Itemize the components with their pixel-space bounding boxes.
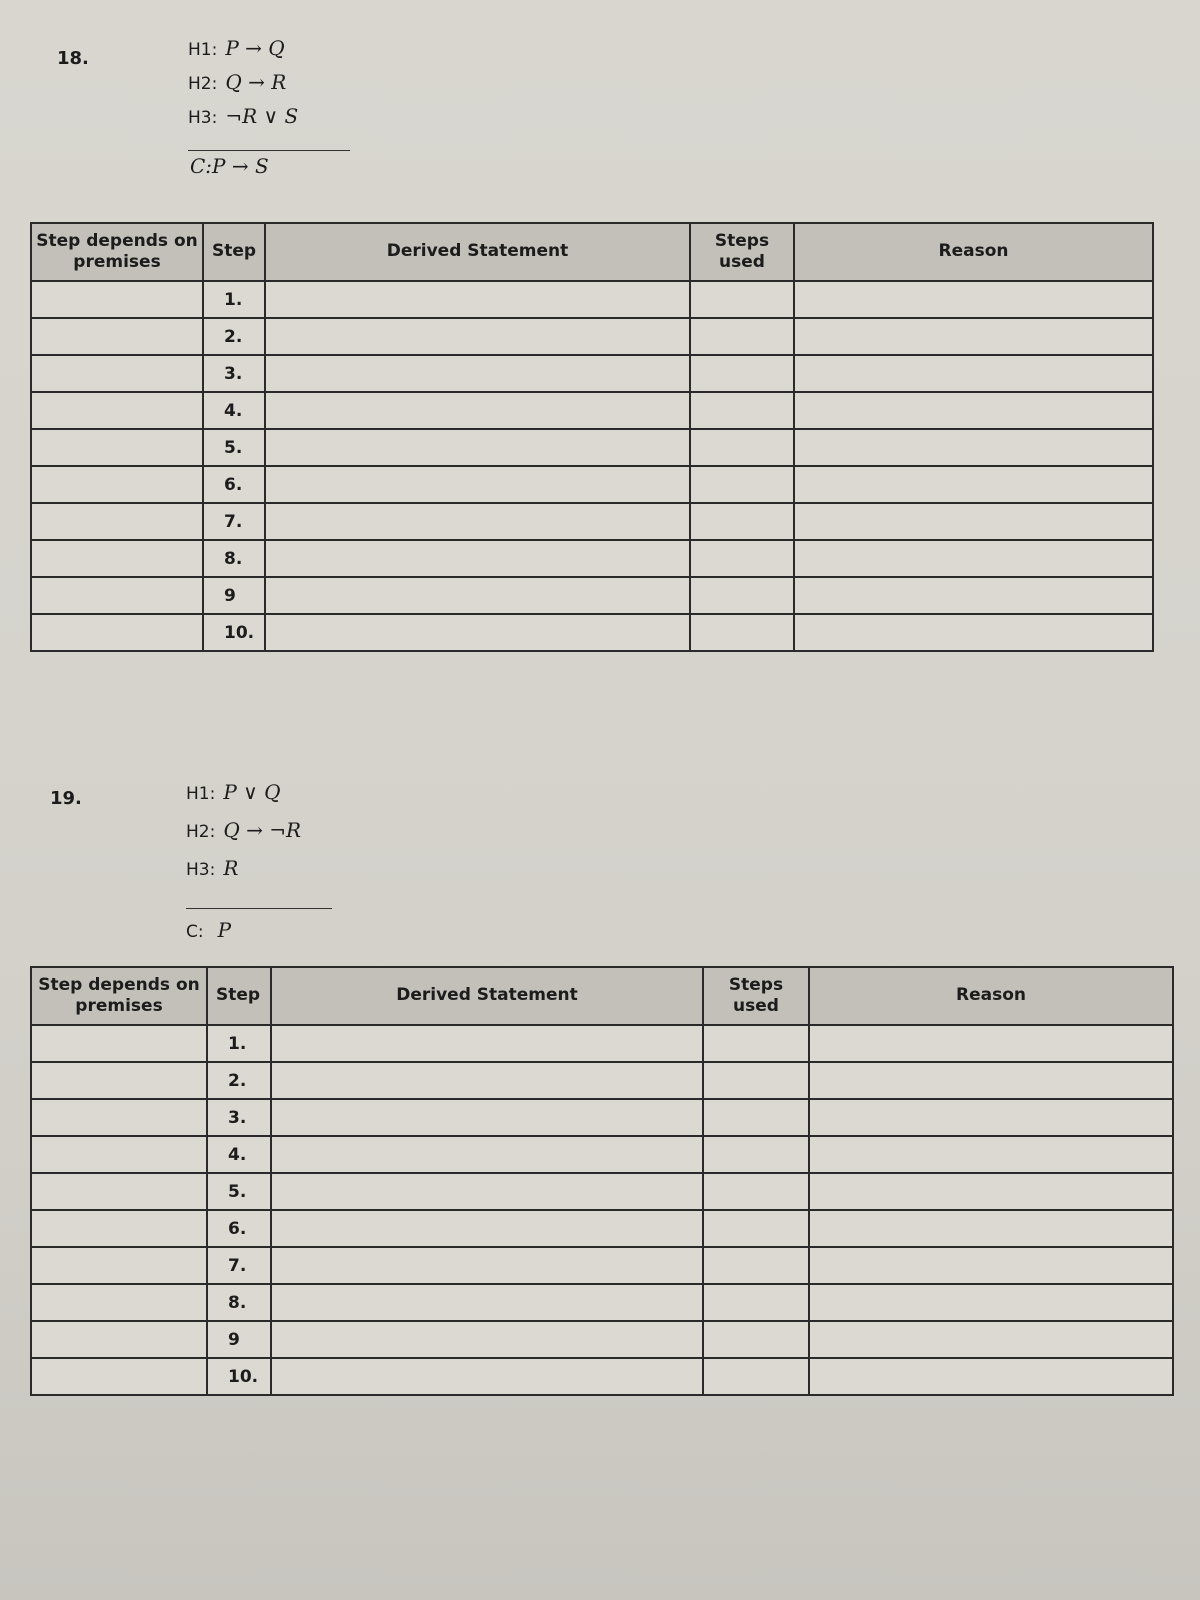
depends-cell[interactable] — [31, 1136, 207, 1173]
reason-cell[interactable] — [794, 577, 1153, 614]
table-row — [31, 1358, 1173, 1395]
table-row — [31, 1025, 1173, 1062]
header-steps-used: Steps used — [690, 223, 794, 281]
step-number: 3. — [207, 1099, 271, 1136]
steps-used-cell[interactable] — [690, 355, 794, 392]
table-row — [31, 392, 1153, 429]
statement-cell[interactable] — [271, 1062, 703, 1099]
table-row — [31, 614, 1153, 651]
table-row — [31, 429, 1153, 466]
statement-cell[interactable] — [271, 1284, 703, 1321]
reason-cell[interactable] — [809, 1062, 1173, 1099]
steps-used-cell[interactable] — [703, 1025, 809, 1062]
step-number: 9 — [203, 577, 265, 614]
reason-cell[interactable] — [794, 429, 1153, 466]
depends-cell[interactable] — [31, 1025, 207, 1062]
reason-cell[interactable] — [809, 1358, 1173, 1395]
steps-used-cell[interactable] — [703, 1321, 809, 1358]
step-number: 6. — [203, 466, 265, 503]
table-row — [31, 1173, 1173, 1210]
table-row — [31, 1099, 1173, 1136]
table-row — [31, 1136, 1173, 1173]
depends-cell[interactable] — [31, 577, 203, 614]
conclusion-divider — [188, 150, 350, 151]
header-step: Step — [207, 967, 271, 1025]
hypothesis-1 — [186, 780, 281, 804]
reason-cell[interactable] — [809, 1210, 1173, 1247]
reason-cell[interactable] — [809, 1136, 1173, 1173]
reason-cell[interactable] — [794, 614, 1153, 651]
step-number: 7. — [207, 1247, 271, 1284]
depends-cell[interactable] — [31, 614, 203, 651]
table-row — [31, 466, 1153, 503]
hypothesis-formula: ¬R ∨ S — [225, 104, 299, 128]
depends-cell[interactable] — [31, 503, 203, 540]
header-reason: Reason — [809, 967, 1173, 1025]
depends-cell[interactable] — [31, 429, 203, 466]
steps-used-cell[interactable] — [703, 1247, 809, 1284]
depends-cell[interactable] — [31, 1321, 207, 1358]
step-number: 5. — [203, 429, 265, 466]
reason-cell[interactable] — [809, 1099, 1173, 1136]
table-row — [31, 355, 1153, 392]
table-row — [31, 1321, 1173, 1358]
statement-cell[interactable] — [271, 1321, 703, 1358]
reason-cell[interactable] — [794, 466, 1153, 503]
statement-cell[interactable] — [271, 1173, 703, 1210]
statement-cell[interactable] — [271, 1358, 703, 1395]
statement-cell[interactable] — [265, 281, 690, 318]
steps-used-cell[interactable] — [703, 1173, 809, 1210]
statement-cell[interactable] — [271, 1136, 703, 1173]
depends-cell[interactable] — [31, 1358, 207, 1395]
step-number: 2. — [203, 318, 265, 355]
hypothesis-formula: P → Q — [225, 36, 285, 60]
hypothesis-label: H1: — [188, 40, 218, 60]
statement-cell[interactable] — [271, 1210, 703, 1247]
hypothesis-2 — [188, 70, 286, 94]
reason-cell[interactable] — [794, 392, 1153, 429]
conclusion-formula: P — [217, 918, 232, 942]
table-row — [31, 1284, 1173, 1321]
depends-cell[interactable] — [31, 1247, 207, 1284]
depends-cell[interactable] — [31, 1173, 207, 1210]
depends-cell[interactable] — [31, 1062, 207, 1099]
depends-cell[interactable] — [31, 540, 203, 577]
table-row — [31, 318, 1153, 355]
reason-cell[interactable] — [794, 281, 1153, 318]
table-row — [31, 1210, 1173, 1247]
steps-used-cell[interactable] — [690, 429, 794, 466]
proof-table — [30, 222, 1154, 652]
proof-table — [30, 966, 1174, 1396]
header-reason: Reason — [794, 223, 1153, 281]
depends-cell[interactable] — [31, 392, 203, 429]
hypothesis-label: H1: — [186, 784, 216, 804]
steps-used-cell[interactable] — [703, 1136, 809, 1173]
step-number: 7. — [203, 503, 265, 540]
statement-cell[interactable] — [265, 466, 690, 503]
step-number: 8. — [203, 540, 265, 577]
steps-used-cell[interactable] — [703, 1284, 809, 1321]
depends-cell[interactable] — [31, 1284, 207, 1321]
hypothesis-3 — [188, 104, 298, 128]
conclusion-label: C: — [190, 154, 213, 178]
reason-cell[interactable] — [794, 540, 1153, 577]
hypothesis-2 — [186, 818, 301, 842]
steps-used-cell[interactable] — [690, 540, 794, 577]
header-step: Step — [203, 223, 265, 281]
statement-cell[interactable] — [265, 429, 690, 466]
reason-cell[interactable] — [794, 503, 1153, 540]
step-number: 9 — [207, 1321, 271, 1358]
header-step-depends: Step depends on premises — [31, 223, 203, 281]
step-number: 8. — [207, 1284, 271, 1321]
statement-cell[interactable] — [271, 1025, 703, 1062]
steps-used-cell[interactable] — [703, 1062, 809, 1099]
problem-number: 19. — [50, 788, 82, 809]
conclusion-label: C: — [186, 922, 204, 942]
header-derived-statement: Derived Statement — [265, 223, 690, 281]
steps-used-cell[interactable] — [703, 1358, 809, 1395]
reason-cell[interactable] — [794, 355, 1153, 392]
conclusion-divider — [186, 908, 332, 909]
conclusion-formula: P → S — [212, 154, 269, 178]
statement-cell[interactable] — [265, 318, 690, 355]
statement-cell[interactable] — [265, 614, 690, 651]
depends-cell[interactable] — [31, 1210, 207, 1247]
hypothesis-label: H3: — [186, 860, 216, 880]
statement-cell[interactable] — [265, 355, 690, 392]
reason-cell[interactable] — [809, 1025, 1173, 1062]
problem-number: 18. — [57, 48, 89, 69]
statement-cell[interactable] — [271, 1247, 703, 1284]
table-row — [31, 1247, 1173, 1284]
hypothesis-3 — [186, 856, 238, 880]
hypothesis-formula: P ∨ Q — [223, 780, 281, 804]
reason-cell[interactable] — [794, 318, 1153, 355]
table-row — [31, 577, 1153, 614]
header-steps-used: Steps used — [703, 967, 809, 1025]
table-row — [31, 1062, 1173, 1099]
hypothesis-label: H2: — [188, 74, 218, 94]
steps-used-cell[interactable] — [690, 281, 794, 318]
step-number: 1. — [203, 281, 265, 318]
step-number: 10. — [203, 614, 265, 651]
steps-used-cell[interactable] — [703, 1210, 809, 1247]
conclusion — [190, 154, 269, 178]
steps-used-cell[interactable] — [690, 577, 794, 614]
depends-cell[interactable] — [31, 318, 203, 355]
conclusion — [186, 918, 231, 942]
steps-used-cell[interactable] — [703, 1099, 809, 1136]
step-number: 6. — [207, 1210, 271, 1247]
hypothesis-label: H2: — [186, 822, 216, 842]
table-row — [31, 540, 1153, 577]
reason-cell[interactable] — [809, 1284, 1173, 1321]
hypothesis-formula: R — [223, 856, 239, 880]
step-number: 4. — [207, 1136, 271, 1173]
steps-used-cell[interactable] — [690, 466, 794, 503]
table-row — [31, 503, 1153, 540]
statement-cell[interactable] — [265, 577, 690, 614]
statement-cell[interactable] — [271, 1099, 703, 1136]
hypothesis-formula: Q → ¬R — [223, 818, 302, 842]
step-number: 10. — [207, 1358, 271, 1395]
hypothesis-1 — [188, 36, 285, 60]
steps-used-cell[interactable] — [690, 614, 794, 651]
statement-cell[interactable] — [265, 392, 690, 429]
steps-used-cell[interactable] — [690, 392, 794, 429]
hypothesis-label: H3: — [188, 108, 218, 128]
step-number: 2. — [207, 1062, 271, 1099]
statement-cell[interactable] — [265, 503, 690, 540]
step-number: 1. — [207, 1025, 271, 1062]
depends-cell[interactable] — [31, 355, 203, 392]
header-derived-statement: Derived Statement — [271, 967, 703, 1025]
reason-cell[interactable] — [809, 1321, 1173, 1358]
reason-cell[interactable] — [809, 1173, 1173, 1210]
header-step-depends: Step depends on premises — [31, 967, 207, 1025]
depends-cell[interactable] — [31, 281, 203, 318]
step-number: 3. — [203, 355, 265, 392]
hypothesis-formula: Q → R — [225, 70, 287, 94]
step-number: 4. — [203, 392, 265, 429]
steps-used-cell[interactable] — [690, 318, 794, 355]
statement-cell[interactable] — [265, 540, 690, 577]
depends-cell[interactable] — [31, 1099, 207, 1136]
steps-used-cell[interactable] — [690, 503, 794, 540]
table-row — [31, 281, 1153, 318]
step-number: 5. — [207, 1173, 271, 1210]
depends-cell[interactable] — [31, 466, 203, 503]
reason-cell[interactable] — [809, 1247, 1173, 1284]
